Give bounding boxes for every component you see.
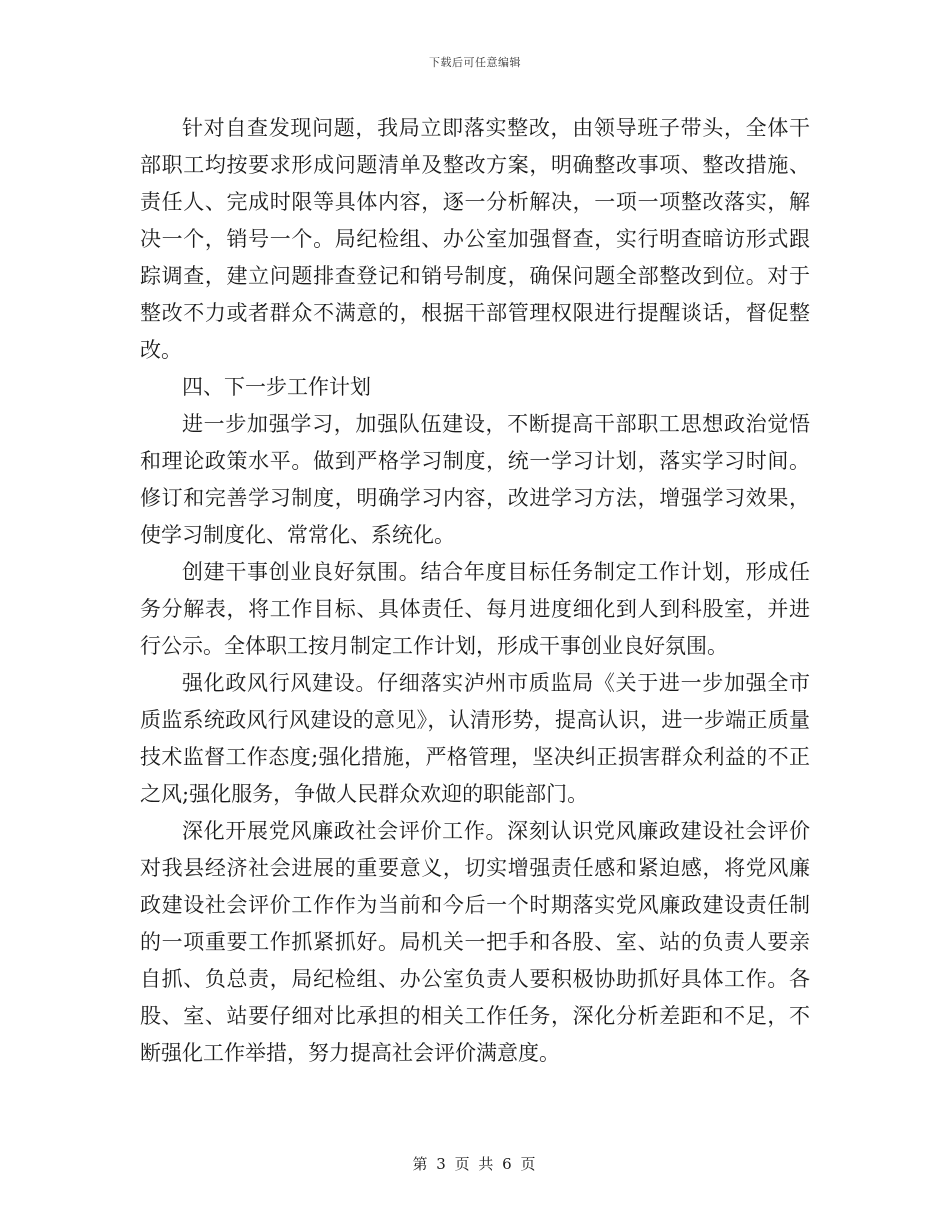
document-body (140, 110, 810, 1072)
paragraph-rectification: 针对自查发现问题，我局立即落实整改，由领导班子带头，全体干部职工均按要求形成问题清单及整改方案，明确整改事项、整改措施、责任人、完成时限等具体内容，逐一分析解决，一项一项整改落实，解决一个，销号一个。局纪检组、办公室加强督查，实行明查暗访形式跟踪调查，建立问题排查登记和销号制度，确保问题全部整改到位。对于整改不力或者群众不满意的，根据干部管理权限进行提醒谈话，督促整改。 (140, 116, 810, 362)
section-heading-next-steps: 四、下一步工作计划 (182, 375, 371, 399)
paragraph-conduct: 强化政风行风建设。仔细落实泸州市质监局《关于进一步加强全市质监系统政风行风建设的意见》，认清形势，提高认识，进一步端正质量技术监督工作态度;强化措施，严格管理，坚决纠正损害群众利益的不正之风;强化服务，争做人民群众欢迎的职能部门。 (140, 671, 810, 806)
page-header: 下载后可任意编辑 (429, 56, 521, 69)
paragraph-atmosphere: 创建干事创业良好氛围。结合年度目标任务制定工作计划，形成任务分解表，将工作目标、具体责任、每月进度细化到人到科股室，并进行公示。全体职工按月制定工作计划，形成干事创业良好氛围。 (140, 560, 810, 658)
paragraph-evaluation: 深化开展党风廉政社会评价工作。深刻认识党风廉政建设社会评价对我县经济社会进展的重要意义，切实增强责任感和紧迫感，将党风廉政建设社会评价工作作为当前和今后一个时期落实党风廉政建设责任制的一项重要工作抓紧抓好。局机关一把手和各股、室、站的负责人要亲自抓、负总责，局纪检组、办公室负责人要积极协助抓好具体工作。各股、室、站要仔细对比承担的相关工作任务，深化分析差距和不足，不断强化工作举措，努力提高社会评价满意度。 (140, 819, 810, 1065)
paragraph-study: 进一步加强学习，加强队伍建设，不断提高干部职工思想政治觉悟和理论政策水平。做到严格学习制度，统一学习计划，落实学习时间。修订和完善学习制度，明确学习内容，改进学习方法，增强学习效果，使学习制度化、常常化、系统化。 (140, 412, 810, 547)
page-number: 第 3 页 共 6 页 (412, 1155, 538, 1173)
